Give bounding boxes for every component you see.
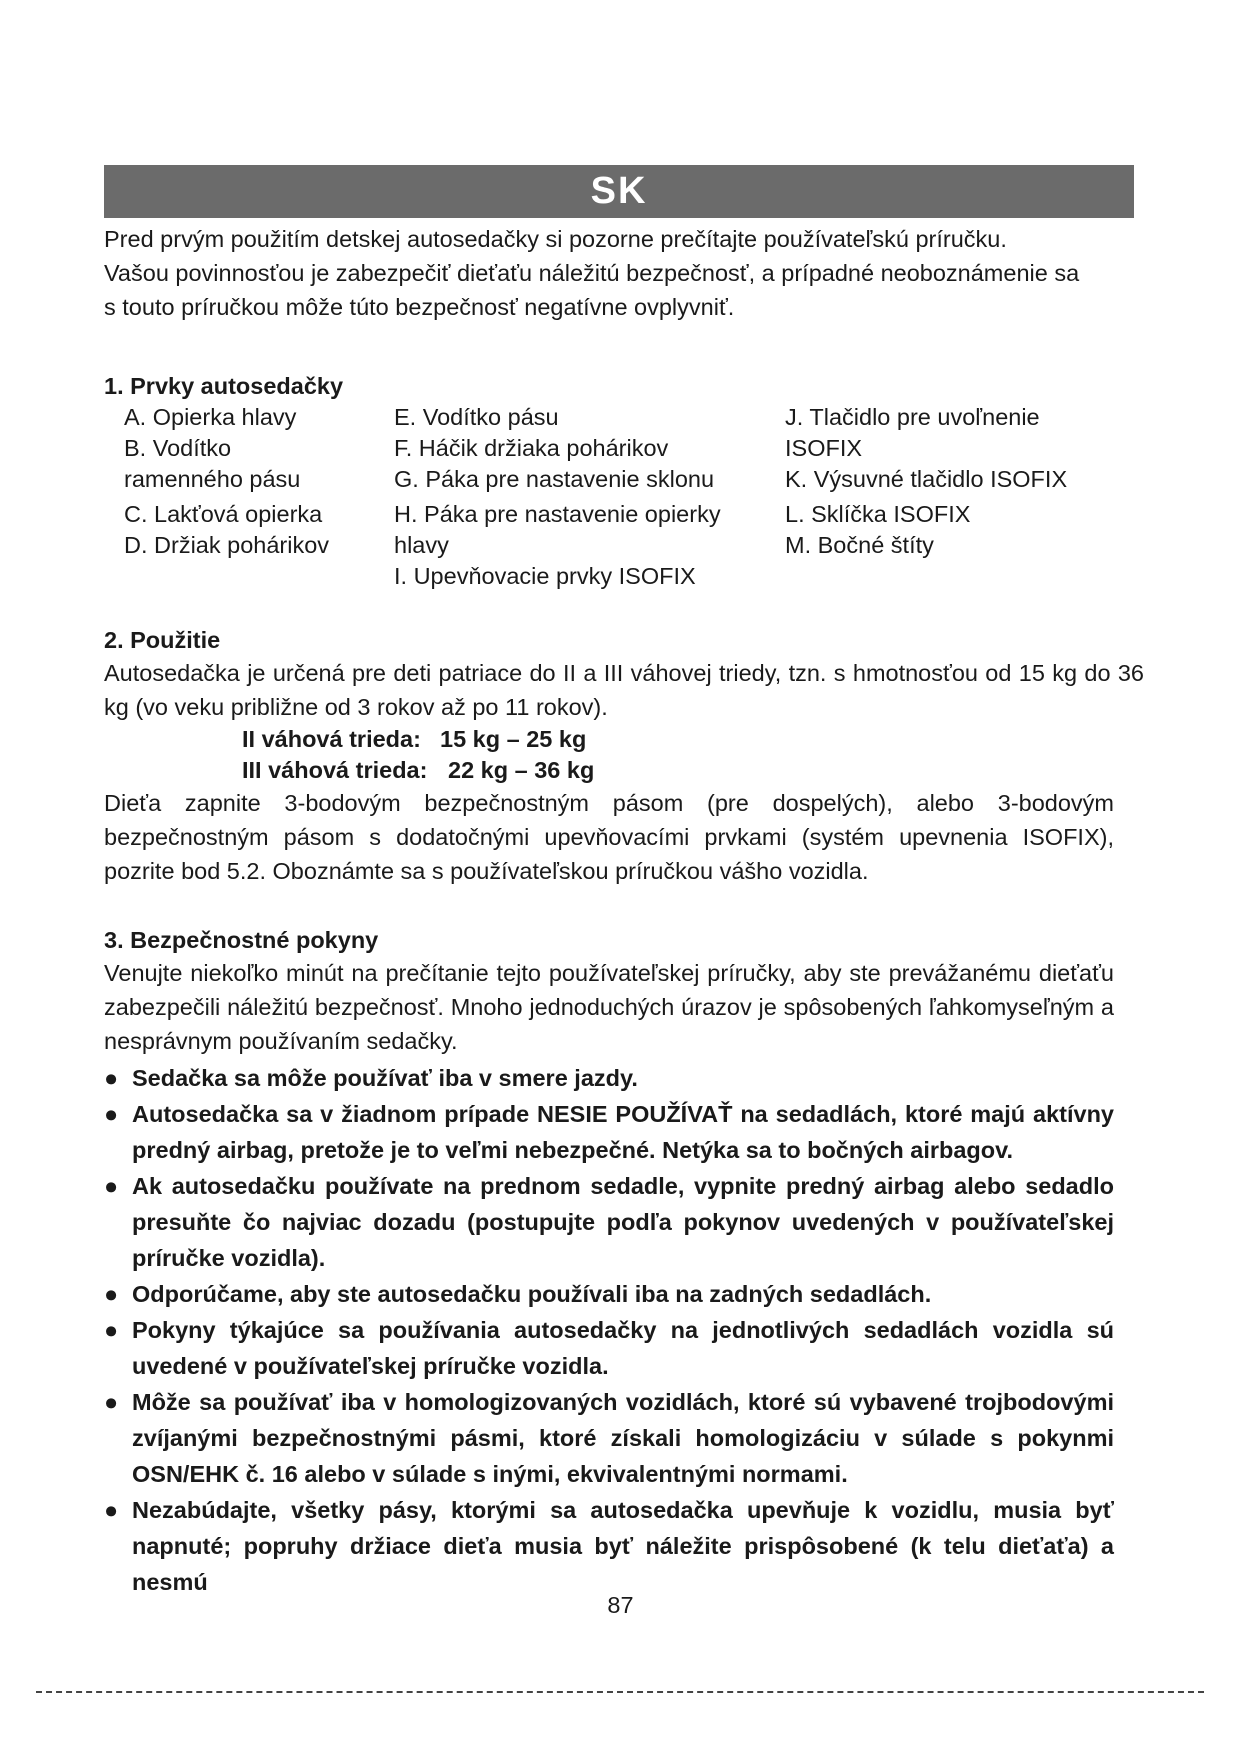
part-item: A. Opierka hlavy bbox=[124, 404, 297, 430]
intro-line: Vašou povinnosťou je zabezpečiť dieťaťu náležitú bezpečnosť, a prípadné neoboznámenie sa bbox=[104, 260, 1080, 286]
bullet-icon: ● bbox=[104, 1065, 119, 1091]
footer-divider bbox=[36, 1691, 1204, 1693]
weight-class-row bbox=[242, 724, 1144, 755]
bullet-icon: ● bbox=[104, 1173, 119, 1199]
part-item: B. Vodítko bbox=[124, 435, 232, 461]
list-item: ● Pokyny týkajúce sa používania autosedačky na jednotlivých sedadlách vozidla sú uvedené v používateľskej príručke vozidla. bbox=[104, 1312, 1114, 1384]
intro-line: Pred prvým použitím detskej autosedačky si pozorne prečítajte používateľskú príručku. bbox=[104, 226, 1007, 252]
parts-column-3 bbox=[785, 402, 1125, 592]
safety-list bbox=[104, 1060, 1144, 1600]
weight-class-label: III váhová trieda: bbox=[242, 757, 428, 783]
part-item: I. Upevňovacie prvky ISOFIX bbox=[394, 563, 696, 589]
list-item: ● Ak autosedačku používate na prednom sedadle, vypnite predný airbag alebo sedadlo presuňte čo najviac dozadu (postupujte podľa pokynov uvedených v používateľskej príručke vozidla). bbox=[104, 1168, 1114, 1276]
bullet-icon: ● bbox=[104, 1497, 119, 1523]
bullet-icon: ● bbox=[104, 1317, 119, 1343]
weight-class-value: 15 kg – 25 kg bbox=[440, 726, 587, 752]
intro-paragraph bbox=[104, 222, 1144, 324]
part-item: D. Držiak pohárikov bbox=[124, 532, 330, 558]
bullet-icon: ● bbox=[104, 1101, 119, 1127]
parts-column-2 bbox=[394, 402, 785, 592]
list-item: ● Môže sa používať iba v homologizovaných vozidlách, ktoré sú vybavené trojbodovými zvíjanými bezpečnostnými pásmi, ktoré získali homologizáciu v súlade s pokynmi OSN/EHK č. 16 alebo v súlade s inými, ekvivalentnými normami. bbox=[104, 1384, 1114, 1492]
list-item: ● Nezabúdajte, všetky pásy, ktorými sa autosedačka upevňuje k vozidlu, musia byť napnuté; popruhy držiace dieťa musia byť náležite prispôsobené (k telu dieťaťa) a nesmú bbox=[104, 1492, 1114, 1600]
parts-column-1 bbox=[104, 402, 394, 592]
part-item: ramenného pásu bbox=[124, 466, 301, 492]
language-code: SK bbox=[590, 170, 648, 212]
part-item: G. Páka pre nastavenie sklonu bbox=[394, 466, 715, 492]
bullet-icon: ● bbox=[104, 1389, 119, 1415]
part-item: E. Vodítko pásu bbox=[394, 404, 559, 430]
section-title: 2. Použitie bbox=[104, 627, 221, 653]
weight-classes bbox=[104, 724, 1144, 786]
part-item: H. Páka pre nastavenie opierky bbox=[394, 501, 721, 527]
list-item: ● Odporúčame, aby ste autosedačku používali iba na zadných sedadlách. bbox=[104, 1276, 1114, 1312]
section-safety bbox=[104, 924, 1144, 1600]
part-item: K. Výsuvné tlačidlo ISOFIX bbox=[785, 466, 1068, 492]
part-item: C. Lakťová opierka bbox=[124, 501, 323, 527]
list-item: ● Autosedačka sa v žiadnom prípade NESIE POUŽÍVAŤ na sedadlách, ktoré majú aktívny predný airbag, pretože je to veľmi nebezpečné. Netýka sa to bočných airbagov. bbox=[104, 1096, 1114, 1168]
part-item: M. Bočné štíty bbox=[785, 532, 934, 558]
part-item: L. Sklíčka ISOFIX bbox=[785, 501, 971, 527]
bullet-icon: ● bbox=[104, 1281, 119, 1307]
usage-paragraph: Dieťa zapnite 3-bodovým bezpečnostným pásom (pre dospelých), alebo 3-bodovým bezpečnostným pásom s dodatočnými upevňovacími prvkami (systém upevnenia ISOFIX), pozrite bod 5.2. Oboznámte sa s používateľskou príručkou vášho vozidla. bbox=[104, 790, 1114, 884]
part-item: J. Tlačidlo pre uvoľnenie bbox=[785, 404, 1040, 430]
section-parts bbox=[104, 370, 1144, 592]
intro-line: s touto príručkou môže túto bezpečnosť negatívne ovplyvniť. bbox=[104, 294, 735, 320]
safety-paragraph: Venujte niekoľko minút na prečítanie tejto používateľskej príručky, aby ste prevážanému dieťaťu zabezpečili náležitú bezpečnosť. Mnoho jednoduchých úrazov je spôsobených ľahkomyseľným a nesprávnym používaním sedačky. bbox=[104, 960, 1114, 1054]
section-usage bbox=[104, 624, 1144, 888]
weight-class-row bbox=[242, 755, 1144, 786]
usage-paragraph: Autosedačka je určená pre deti patriace do II a III váhovej triedy, tzn. s hmotnosťou od 15 kg do 36 kg (vo veku približne od 3 rokov až po 11 rokov). bbox=[104, 660, 1144, 720]
section-title: 1. Prvky autosedačky bbox=[104, 373, 344, 399]
part-item: F. Háčik držiaka pohárikov bbox=[394, 435, 669, 461]
part-item: ISOFIX bbox=[785, 435, 863, 461]
weight-class-label: II váhová trieda: bbox=[242, 726, 421, 752]
page-number: 87 bbox=[607, 1592, 634, 1618]
page-content bbox=[104, 222, 1144, 1600]
weight-class-value: 22 kg – 36 kg bbox=[448, 757, 595, 783]
part-item: hlavy bbox=[394, 532, 449, 558]
section-title: 3. Bezpečnostné pokyny bbox=[104, 927, 379, 953]
parts-list bbox=[104, 402, 1144, 592]
language-banner bbox=[104, 165, 1134, 218]
list-item: ● Sedačka sa môže používať iba v smere jazdy. bbox=[104, 1060, 1114, 1096]
